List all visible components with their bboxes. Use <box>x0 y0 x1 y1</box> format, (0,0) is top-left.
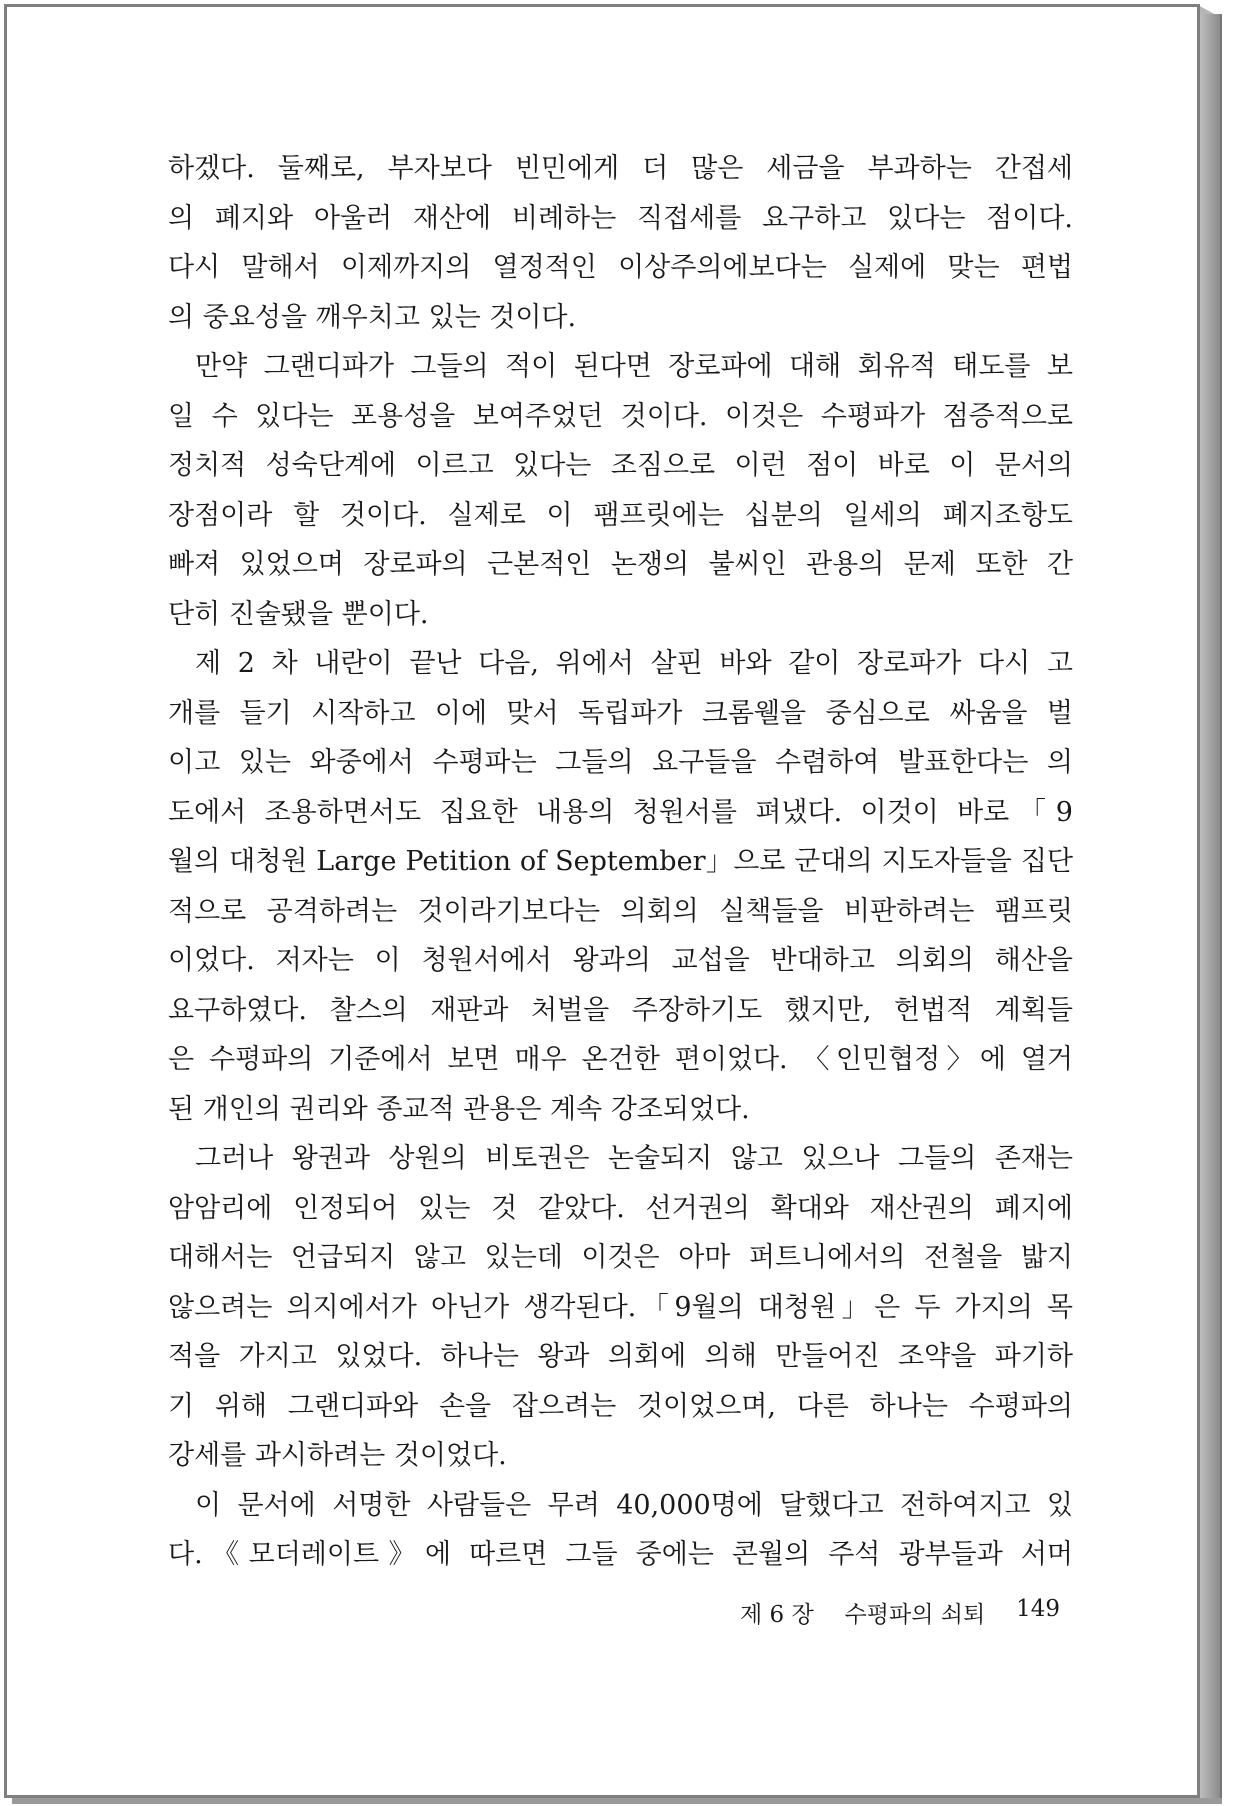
text-line: 장점이라 할 것이다. 실제로 이 팸프릿에는 십분의 일세의 폐지조항도 <box>168 499 1073 531</box>
text-line: 단히 진술됐을 뿐이다. <box>168 598 429 630</box>
text-line: 일 수 있다는 포용성을 보여주었던 것이다. 이것은 수평파가 점증적으로 <box>168 400 1073 432</box>
text-line: 도에서 조용하면서도 집요한 내용의 청원서를 펴냈다. 이것이 바로「9 <box>168 796 1073 828</box>
text-line: 제 2 차 내란이 끝난 다음, 위에서 살핀 바와 같이 장로파가 다시 고 <box>195 648 1073 679</box>
text-line: 이 문서에 서명한 사람들은 무려 40,000명에 달했다고 전하여지고 있 <box>195 1489 1073 1521</box>
text-line: 의 폐지와 아울러 재산에 비례하는 직접세를 요구하고 있다는 점이다. <box>168 202 1073 234</box>
text-line: 다시 말해서 이제까지의 열정적인 이상주의에보다는 실제에 맞는 편법 <box>168 252 1073 283</box>
paragraph <box>168 144 1073 342</box>
text-line: 월의 대청원 Large Petition of September」으로 군대의 지도자들을 집단 <box>168 846 1073 877</box>
text-line: 은 수평파의 기준에서 보면 매우 온건한 편이었다. 〈인민협정〉에 열거 <box>168 1044 1073 1075</box>
text-line: 기 위해 그랜디파와 손을 잡으려는 것이었으며, 다른 하나는 수평파의 <box>168 1390 1073 1422</box>
footer-chapter: 제 6 장 <box>740 1602 814 1628</box>
paragraph <box>168 342 1073 639</box>
paragraph <box>168 639 1073 1134</box>
text-line: 대해서는 언급되지 않고 있는데 이것은 아마 퍼트니에서의 전철을 밟지 <box>168 1242 1073 1273</box>
footer-chapter-title: 수평파의 쇠퇴 <box>844 1602 986 1628</box>
text-line: 이었다. 저자는 이 청원서에서 왕과의 교섭을 반대하고 의회의 해산을 <box>168 945 1073 976</box>
text-line: 정치적 성숙단계에 이르고 있다는 조짐으로 이런 점이 바로 이 문서의 <box>168 450 1073 481</box>
page-number: 149 <box>1016 1596 1060 1622</box>
page-edge-shadow-bottom <box>12 1798 1222 1804</box>
page-edge-shadow <box>1200 14 1222 1802</box>
text-line: 다.《모더레이트》에 따르면 그들 중에는 콘월의 주석 광부들과 서머 <box>168 1539 1073 1570</box>
text-line: 적으로 공격하려는 것이라기보다는 의회의 실책들을 비판하려는 팸프릿 <box>168 895 1073 927</box>
text-line: 빠져 있었으며 장로파의 근본적인 논쟁의 불씨인 관용의 문제 또한 간 <box>168 549 1073 580</box>
paragraph <box>168 1134 1073 1481</box>
text-line: 하겠다. 둘째로, 부자보다 빈민에게 더 많은 세금을 부과하는 간접세 <box>168 153 1073 184</box>
body-text <box>168 144 1073 1580</box>
text-line: 된 개인의 권리와 종교적 관용은 계속 강조되었다. <box>168 1093 750 1125</box>
text-line: 적을 가지고 있었다. 하나는 왕과 의회에 의해 만들어진 조약을 파기하 <box>168 1341 1073 1372</box>
text-line: 않으려는 의지에서가 아닌가 생각된다.「9월의 대청원」은 두 가지의 목 <box>168 1291 1073 1323</box>
text-line: 이고 있는 와중에서 수평파는 그들의 요구들을 수렴하여 발표한다는 의 <box>168 747 1073 778</box>
text-line: 강세를 과시하려는 것이었다. <box>168 1440 507 1471</box>
text-line: 만약 그랜디파가 그들의 적이 된다면 장로파에 대해 회유적 태도를 보 <box>195 351 1073 382</box>
text-line: 암암리에 인정되어 있는 것 같았다. 선거권의 확대와 재산권의 폐지에 <box>168 1192 1073 1224</box>
text-line: 그러나 왕권과 상원의 비토권은 논술되지 않고 있으나 그들의 존재는 <box>195 1143 1073 1174</box>
paragraph <box>168 1481 1073 1580</box>
text-line: 요구하였다. 찰스의 재판과 처벌을 주장하기도 했지만, 헌법적 계획들 <box>168 994 1073 1026</box>
text-line: 의 중요성을 깨우치고 있는 것이다. <box>168 301 577 333</box>
page-footer <box>740 1596 1060 1629</box>
text-line: 개를 들기 시작하고 이에 맞서 독립파가 크롬웰을 중심으로 싸움을 벌 <box>168 697 1073 729</box>
